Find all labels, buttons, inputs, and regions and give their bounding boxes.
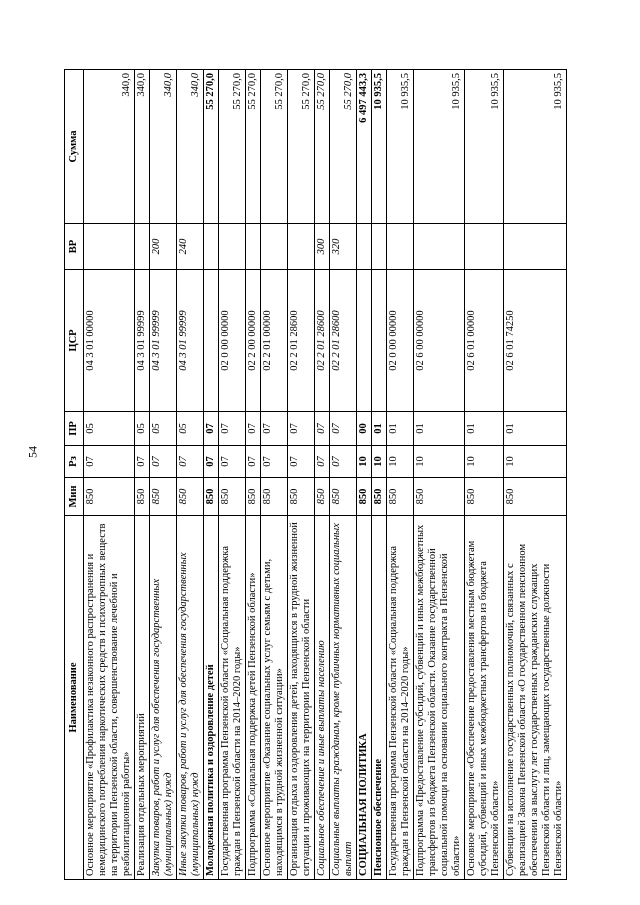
cell-min: 850 — [288, 478, 315, 516]
cell-rz: 10 — [387, 446, 414, 478]
cell-csr: 02 2 01 00000 — [261, 270, 288, 412]
cell-name: Иные закупки товаров, работ и услуг для обеспечения государственных (муниципальных) нужд — [177, 516, 204, 880]
cell-vr: 300 — [315, 224, 330, 270]
cell-vr: 320 — [330, 224, 357, 270]
cell-vr — [387, 224, 414, 270]
cell-name: Молодежная политика и оздоровление детей — [204, 516, 219, 880]
table-row — [246, 70, 261, 880]
cell-pr: 07 — [246, 412, 261, 446]
cell-sum: 340,0 — [135, 70, 150, 224]
cell-vr — [288, 224, 315, 270]
cell-csr: 02 6 01 00000 — [465, 270, 504, 412]
cell-pr: 07 — [330, 412, 357, 446]
cell-rz: 10 — [504, 446, 567, 478]
cell-min: 850 — [387, 478, 414, 516]
rotated-table-wrapper — [64, 70, 567, 880]
cell-vr — [84, 224, 135, 270]
cell-csr: 02 2 00 00000 — [246, 270, 261, 412]
cell-vr — [465, 224, 504, 270]
cell-name: Пенсионное обеспечение — [372, 516, 387, 880]
cell-name: Государственная программа Пензенской области «Социальная поддержка граждан в Пензенской области на 2014–2020 годы» — [387, 516, 414, 880]
table-row — [330, 70, 357, 880]
cell-pr: 01 — [372, 412, 387, 446]
cell-min: 850 — [504, 478, 567, 516]
cell-name: Основное мероприятие «Оказание социальных услуг семьям с детьми, находящимся в трудной жизненной ситуации» — [261, 516, 288, 880]
cell-sum: 55 270,0 — [219, 70, 246, 224]
cell-name: СОЦИАЛЬНАЯ ПОЛИТИКА — [357, 516, 372, 880]
cell-rz: 10 — [357, 446, 372, 478]
table-header-row — [65, 70, 84, 880]
cell-sum: 10 935,5 — [504, 70, 567, 224]
cell-rz: 07 — [135, 446, 150, 478]
table-row — [177, 70, 204, 880]
cell-csr: 04 3 01 99999 — [135, 270, 150, 412]
cell-rz: 07 — [261, 446, 288, 478]
cell-csr: 02 0 00 00000 — [387, 270, 414, 412]
cell-sum: 55 270,0 — [315, 70, 330, 224]
cell-csr: 02 6 01 74250 — [504, 270, 567, 412]
cell-min: 850 — [330, 478, 357, 516]
table-row — [357, 70, 372, 880]
header-vr: ВР — [65, 224, 84, 270]
cell-csr — [204, 270, 219, 412]
cell-name: Основное мероприятие «Обеспечение предоставления местным бюджетам субсидий, субвенций и иных межбюджетных трансфертов из бюджета Пензенской области» — [465, 516, 504, 880]
cell-pr: 07 — [288, 412, 315, 446]
cell-min: 850 — [261, 478, 288, 516]
cell-vr — [357, 224, 372, 270]
cell-sum: 340,0 — [150, 70, 177, 224]
cell-min: 850 — [315, 478, 330, 516]
cell-name: Социальные выплаты гражданам, кроме публичных нормативных социальных выплат — [330, 516, 357, 880]
cell-rz: 10 — [372, 446, 387, 478]
header-name: Наименование — [65, 516, 84, 880]
cell-csr: 02 6 00 00000 — [414, 270, 465, 412]
header-pr: ПР — [65, 412, 84, 446]
cell-csr: 02 0 00 00000 — [219, 270, 246, 412]
cell-pr: 07 — [261, 412, 288, 446]
table-row — [261, 70, 288, 880]
cell-vr: 200 — [150, 224, 177, 270]
cell-vr — [504, 224, 567, 270]
cell-sum: 10 935,5 — [414, 70, 465, 224]
cell-pr: 01 — [504, 412, 567, 446]
cell-sum: 340,0 — [84, 70, 135, 224]
cell-pr: 05 — [177, 412, 204, 446]
cell-sum: 55 270,0 — [330, 70, 357, 224]
cell-pr: 05 — [150, 412, 177, 446]
cell-sum: 55 270,0 — [204, 70, 219, 224]
cell-min: 850 — [465, 478, 504, 516]
cell-csr: 02 2 01 28600 — [330, 270, 357, 412]
table-row — [150, 70, 177, 880]
cell-pr: 00 — [357, 412, 372, 446]
cell-vr — [135, 224, 150, 270]
header-sum: Сумма — [65, 70, 84, 224]
cell-rz: 07 — [84, 446, 135, 478]
cell-min: 850 — [177, 478, 204, 516]
header-csr: ЦСР — [65, 270, 84, 412]
cell-name: Государственная программа Пензенской области «Социальная поддержка граждан в Пензенской области на 2014–2020 годы» — [219, 516, 246, 880]
table-row — [288, 70, 315, 880]
cell-sum: 10 935,5 — [372, 70, 387, 224]
cell-name: Реализация отдельных мероприятий — [135, 516, 150, 880]
table-row — [219, 70, 246, 880]
cell-name: Закупка товаров, работ и услуг для обеспечения государственных (муниципальных) нужд — [150, 516, 177, 880]
cell-sum: 10 935,5 — [387, 70, 414, 224]
header-min: Мин — [65, 478, 84, 516]
cell-sum: 340,0 — [177, 70, 204, 224]
cell-min: 850 — [372, 478, 387, 516]
table-row — [84, 70, 135, 880]
cell-csr: 04 3 01 99999 — [177, 270, 204, 412]
page-number: 54 — [25, 446, 40, 458]
cell-rz: 07 — [150, 446, 177, 478]
cell-sum: 55 270,0 — [261, 70, 288, 224]
table-row — [465, 70, 504, 880]
cell-rz: 07 — [288, 446, 315, 478]
cell-rz: 10 — [414, 446, 465, 478]
cell-vr: 240 — [177, 224, 204, 270]
cell-csr: 04 3 01 99999 — [150, 270, 177, 412]
cell-pr: 07 — [219, 412, 246, 446]
cell-min: 850 — [357, 478, 372, 516]
cell-vr — [372, 224, 387, 270]
cell-csr — [357, 270, 372, 412]
header-rz: Рз — [65, 446, 84, 478]
cell-rz: 07 — [177, 446, 204, 478]
cell-pr: 07 — [204, 412, 219, 446]
table-row — [315, 70, 330, 880]
cell-sum: 55 270,0 — [246, 70, 261, 224]
budget-table — [64, 69, 567, 880]
cell-min: 850 — [84, 478, 135, 516]
cell-sum: 55 270,0 — [288, 70, 315, 224]
cell-pr: 05 — [84, 412, 135, 446]
table-row — [135, 70, 150, 880]
table-row — [414, 70, 465, 880]
cell-rz: 07 — [315, 446, 330, 478]
cell-rz: 07 — [330, 446, 357, 478]
cell-rz: 07 — [204, 446, 219, 478]
cell-name: Подпрограмма «Социальная поддержка детей Пензенской области» — [246, 516, 261, 880]
table-row — [204, 70, 219, 880]
cell-csr: 04 3 01 00000 — [84, 270, 135, 412]
cell-pr: 07 — [315, 412, 330, 446]
table-row — [504, 70, 567, 880]
cell-vr — [261, 224, 288, 270]
cell-min: 850 — [204, 478, 219, 516]
cell-pr: 01 — [465, 412, 504, 446]
cell-csr: 02 2 01 28600 — [288, 270, 315, 412]
cell-name: Организация отдыха и оздоровления детей, находящихся в трудной жизненной ситуации и проживающих на территории Пензенской области — [288, 516, 315, 880]
cell-pr: 01 — [414, 412, 465, 446]
cell-rz: 07 — [219, 446, 246, 478]
cell-rz: 10 — [465, 446, 504, 478]
cell-pr: 05 — [135, 412, 150, 446]
cell-sum: 10 935,5 — [465, 70, 504, 224]
table-body — [84, 70, 567, 880]
cell-vr — [246, 224, 261, 270]
cell-name: Социальное обеспечение и иные выплаты населению — [315, 516, 330, 880]
cell-min: 850 — [219, 478, 246, 516]
cell-name: Субвенции на исполнение государственных полномочий, связанных с реализацией Закона Пензенской области «О государственном пенсионном обеспечении за выслугу лет государственных гражданских служащих Пензенской области и лиц, замещающих государственные должности Пензенской области» — [504, 516, 567, 880]
cell-rz: 07 — [246, 446, 261, 478]
cell-csr: 02 2 01 28600 — [315, 270, 330, 412]
cell-vr — [414, 224, 465, 270]
cell-min: 850 — [246, 478, 261, 516]
cell-min: 850 — [150, 478, 177, 516]
table-row — [387, 70, 414, 880]
cell-csr — [372, 270, 387, 412]
table-row — [372, 70, 387, 880]
cell-min: 850 — [135, 478, 150, 516]
cell-name: Основное мероприятие «Профилактика незаконного распространения и немедицинского потребления наркотических средств и психотропных веществ на территории Пензенской области, совершенствование лечебной и реабилитационной работы» — [84, 516, 135, 880]
cell-pr: 01 — [387, 412, 414, 446]
cell-vr — [219, 224, 246, 270]
cell-sum: 6 497 443,3 — [357, 70, 372, 224]
cell-vr — [204, 224, 219, 270]
cell-min: 850 — [414, 478, 465, 516]
cell-name: Подпрограмма «Предоставление субсидий, субвенций и иных межбюджетных трансфертов из бюджета Пензенской области. Оказание государственной социальной помощи на основании социального контракта в Пензенской области» — [414, 516, 465, 880]
